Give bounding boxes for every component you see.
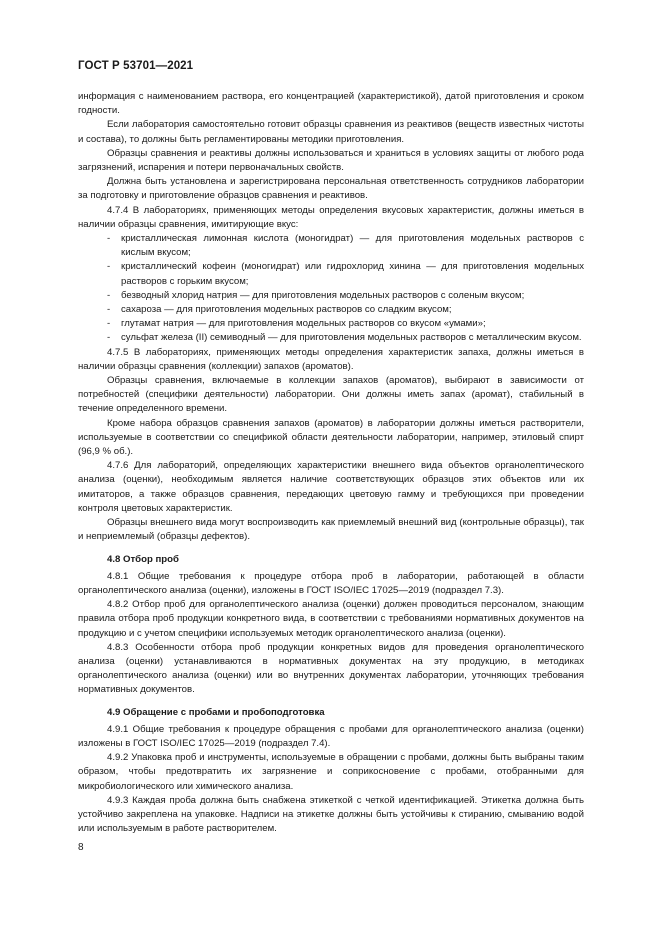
list-item [78, 317, 584, 331]
document-body [78, 90, 584, 836]
list-item-text: кристаллическая лимонная кислота (моногидрат) — для приготовления модельных растворов с кислым вкусом; [121, 233, 584, 259]
dash-marker: - [107, 261, 111, 273]
dash-marker: - [107, 332, 111, 344]
list-item-text: глутамат натрия — для приготовления модельных растворов со вкусом «умами»; [121, 318, 486, 330]
section-heading: 4.8 Отбор проб [107, 553, 179, 565]
paragraph: 4.8.2 Отбор проб для органолептического анализа (оценки) должен проводиться персоналом, знающим правила отбора проб продукции конкретного вида, в соответствии с требованиями нормативных документов на продукцию и с учетом специфики используемых методик органолептического анализа (оценки). [78, 599, 584, 639]
dash-marker: - [107, 289, 111, 301]
list-item [78, 260, 584, 288]
paragraph: Если лаборатория самостоятельно готовит образцы сравнения из реактивов (веществ известных чистоты и состава), то должны быть регламентированы методики приготовления. [78, 119, 584, 145]
paragraph: 4.9.2 Упаковка проб и инструменты, используемые в обращении с пробами, должны быть выбраны таким образом, чтобы предотвратить их загрязнение и соприкосновение с пробами, отобранными для микробиологического или химического анализа. [78, 752, 584, 792]
list-item-text: кристаллический кофеин (моногидрат) или гидрохлорид хинина — для приготовления модельных растворов с горьким вкусом; [121, 261, 584, 287]
paragraph: 4.7.5 В лабораториях, применяющих методы определения характеристик запаха, должны иметься в наличии образцы сравнения (коллекции) запахов (ароматов). [78, 346, 584, 372]
paragraph: Должна быть установлена и зарегистрирована персональная ответственность сотрудников лаборатории за подготовку и приготовление образцов сравнения и реактивов. [78, 176, 584, 202]
page-header-title: ГОСТ Р 53701—2021 [78, 60, 194, 72]
list-item [78, 331, 584, 345]
section-heading: 4.9 Обращение с пробами и пробоподготовка [107, 706, 325, 718]
paragraph: Образцы внешнего вида могут воспроизводить как приемлемый внешний вид (контрольные образцы), так и неприемлемый (образцы дефектов). [78, 517, 584, 543]
list-item-text: сульфат железа (II) семиводный — для приготовления модельных растворов с металлическим вкусом. [121, 332, 582, 344]
paragraph: Образцы сравнения, включаемые в коллекции запахов (ароматов), выбирают в зависимости от потребностей (специфики деятельности) лаборатории. Они должны иметь запах (аромат), стабильный в течение определенного времени. [78, 375, 584, 415]
list-item-text: безводный хлорид натрия — для приготовления модельных растворов с соленым вкусом; [121, 289, 525, 301]
paragraph: 4.7.4 В лабораториях, применяющих методы определения вкусовых характеристик, должны иметься в наличии образцы сравнения, имитирующие вкус: [78, 204, 584, 230]
list-item [78, 303, 584, 317]
list-item [78, 289, 584, 303]
dash-marker: - [107, 318, 111, 330]
page-number: 8 [78, 842, 84, 853]
paragraph: 4.8.3 Особенности отбора проб продукции конкретных видов для проведения органолептического анализа (оценки) устанавливаются в нормативных документах на эту продукцию, в методиках органолептического анализа (оценки) или во внутренних документах лаборатории, уточняющих требования нормативных документов. [78, 641, 584, 696]
paragraph-continued: информация с наименованием раствора, его концентрацией (характеристикой), датой приготовления и сроком годности. [78, 91, 584, 117]
paragraph: 4.7.6 Для лабораторий, определяющих характеристики внешнего вида объектов органолептического анализа (оценки), необходимым является наличие соответствующих образцов этих объектов или их имитаторов, а также образцов сравнения, передающих цветовую гамму и требующихся при проведении контроля цветовых характеристик. [78, 460, 584, 514]
paragraph: 4.9.1 Общие требования к процедуре обращения с пробами для органолептического анализа (оценки) изложены в ГОСТ ISO/IEC 17025—2019 (подраздел 7.4). [78, 723, 584, 749]
paragraph: Кроме набора образцов сравнения запахов (ароматов) в лаборатории должны иметься растворители, используемые в соответствии со спецификой области деятельности лаборатории, например, этиловый спирт (96,9 % об.). [78, 417, 584, 458]
list-item-text: сахароза — для приготовления модельных растворов со сладким вкусом; [121, 304, 452, 316]
paragraph: 4.9.3 Каждая проба должна быть снабжена этикеткой с четкой идентификацией. Этикетка должна быть устойчиво закреплена на упаковке. Надписи на этикетке должны быть устойчивы к стиранию, смыванию водой или используемым в работе растворителем. [78, 794, 584, 835]
dash-marker: - [107, 304, 111, 316]
list-item [78, 232, 584, 260]
dash-marker: - [107, 233, 111, 245]
paragraph: Образцы сравнения и реактивы должны использоваться и храниться в условиях защиты от любого рода загрязнений, испарения и потери первоначальных свойств. [78, 147, 584, 174]
paragraph: 4.8.1 Общие требования к процедуре отбора проб в лаборатории, работающей в области органолептического анализа (оценки), изложены в ГОСТ ISO/IEC 17025—2019 (подраздел 7.3). [78, 570, 584, 596]
